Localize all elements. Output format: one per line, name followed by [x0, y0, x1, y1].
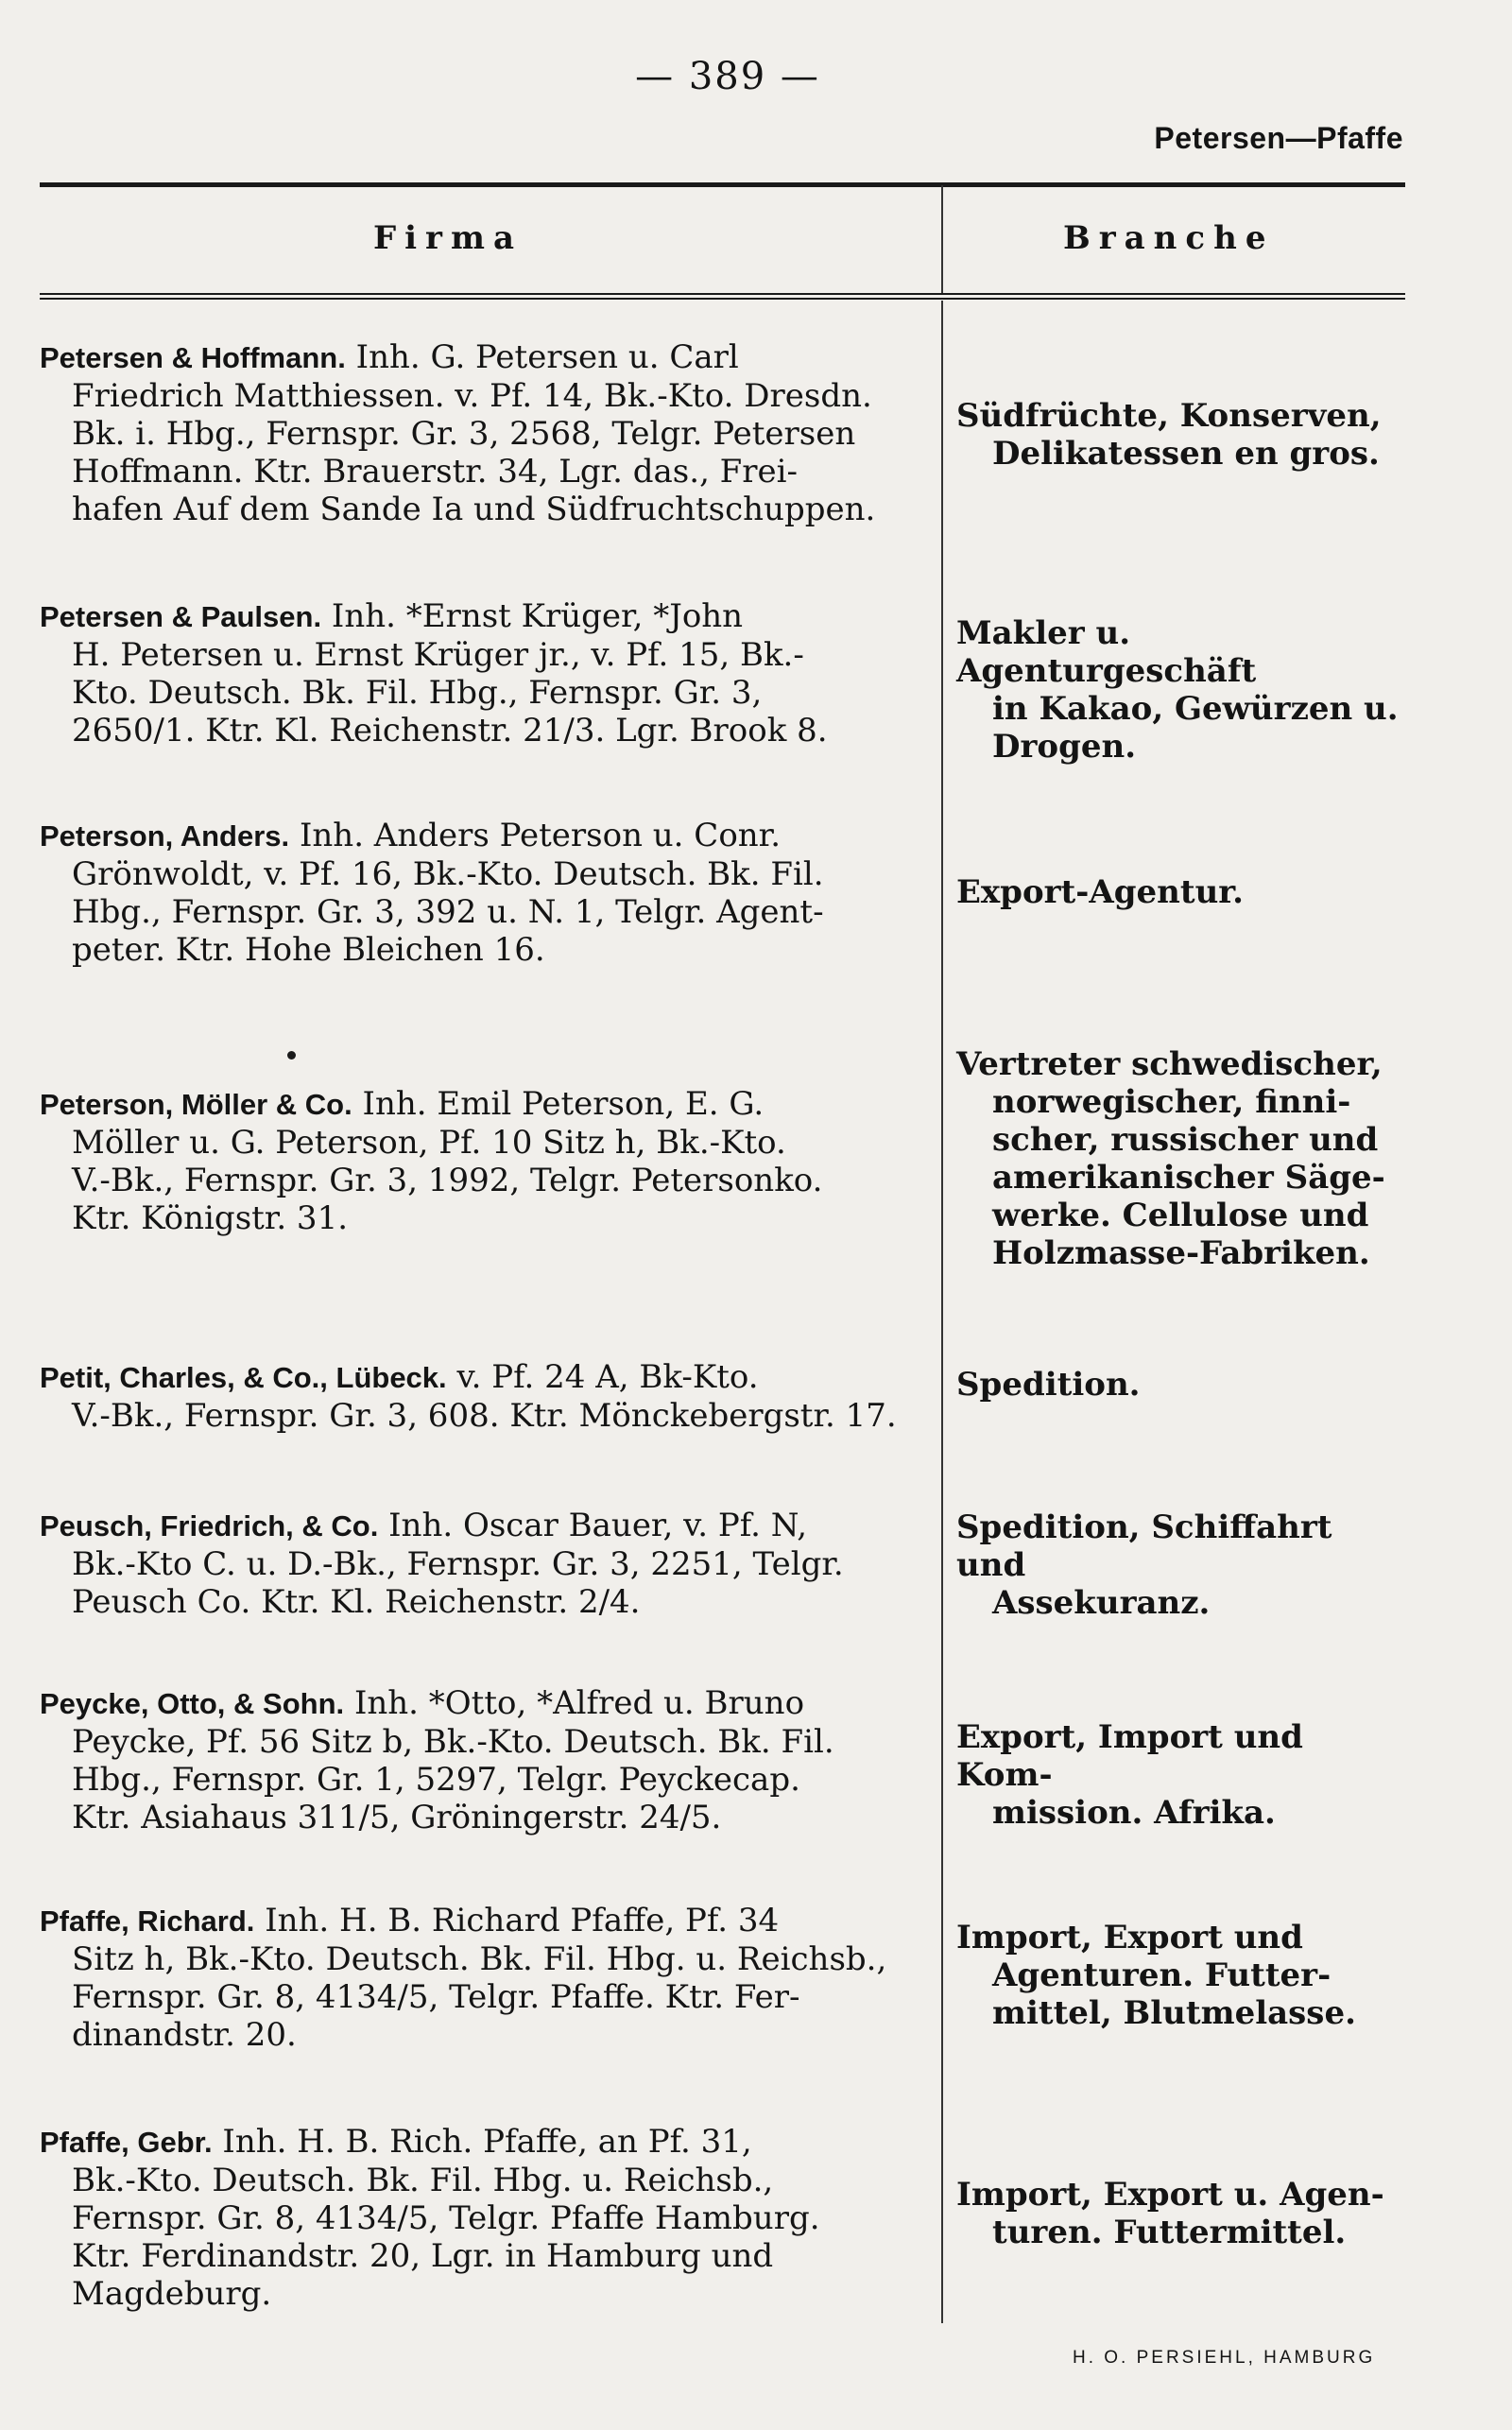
firma-text: [40, 2123, 937, 2313]
branche-line: Makler u. Agenturgeschäft: [956, 614, 1257, 690]
firma-line: v. Pf. 24 A, Bk-Kto.: [456, 1358, 759, 1396]
page-number: — 389 —: [635, 55, 820, 98]
firma-line: Inh. G. Petersen u. Carl: [355, 338, 739, 376]
firma-line: Fernspr. Gr. 8, 4134/5, Telgr. Pfaffe Hamburg.: [72, 2199, 820, 2237]
firma-line: Kto. Deutsch. Bk. Fil. Hbg., Fernspr. Gr. 3,: [72, 674, 763, 712]
firma-line: Inh. Emil Peterson, E. G.: [362, 1085, 765, 1123]
firma-line: Bk.-Kto. Deutsch. Bk. Fil. Hbg. u. Reichsb.,: [72, 2162, 774, 2199]
branche-line: Assekuranz.: [992, 1584, 1211, 1622]
print-speck: [287, 1051, 296, 1060]
firma-line: V.-Bk., Fernspr. Gr. 3, 608. Ktr. Mönckebergstr. 17.: [72, 1397, 897, 1435]
firma-line: Hbg., Fernspr. Gr. 1, 5297, Telgr. Peyckecap.: [72, 1761, 800, 1799]
branche-text: [956, 873, 1410, 911]
firma-line: hafen Auf dem Sande Ia und Südfruchtschuppen.: [72, 491, 876, 528]
branche-line: amerikanischer Säge-: [992, 1159, 1385, 1197]
firma-line: Inh. Anders Peterson u. Conr.: [299, 817, 782, 854]
branche-text: [956, 1718, 1410, 1832]
branche-line: Vertreter schwedischer,: [956, 1045, 1383, 1083]
running-head: Petersen—Pfaffe: [1154, 121, 1403, 155]
firma-line: Ktr. Asiahaus 311/5, Gröningerstr. 24/5.: [72, 1799, 722, 1836]
branche-text: [956, 614, 1410, 766]
branche-line: Spedition, Schiffahrt und: [956, 1508, 1332, 1584]
firma-line: Peusch Co. Ktr. Kl. Reichenstr. 2/4.: [72, 1583, 641, 1621]
firma-line: Hoffmann. Ktr. Brauerstr. 34, Lgr. das., Frei-: [72, 453, 799, 491]
firma-line: H. Petersen u. Ernst Krüger jr., v. Pf. 15, Bk.-: [72, 636, 804, 674]
branche-line: Export-Agentur.: [956, 873, 1244, 911]
branche-line: Südfrüchte, Konserven,: [956, 397, 1382, 435]
firma-line: peter. Ktr. Hohe Bleichen 16.: [72, 931, 545, 969]
branche-line: Import, Export u. Agen-: [956, 2176, 1384, 2214]
branche-line: mittel, Blutmelasse.: [992, 1994, 1356, 2032]
firma-line: Grönwoldt, v. Pf. 16, Bk.-Kto. Deutsch. Bk. Fil.: [72, 855, 824, 893]
branche-line: mission. Afrika.: [992, 1794, 1276, 1832]
firma-line: Ktr. Königstr. 31.: [72, 1199, 349, 1237]
firma-line: Hbg., Fernspr. Gr. 3, 392 u. N. 1, Telgr. Agent-: [72, 893, 824, 931]
company-name: Petersen & Hoffmann.: [40, 341, 346, 374]
firma-line: Inh. *Ernst Krüger, *John: [331, 597, 744, 635]
firma-line: Bk. i. Hbg., Fernspr. Gr. 3, 2568, Telgr. Petersen: [72, 415, 856, 453]
firma-line: Fernspr. Gr. 8, 4134/5, Telgr. Pfaffe. Ktr. Fer-: [72, 1978, 800, 2016]
company-name: Petersen & Paulsen.: [40, 600, 322, 633]
column-heading-branche: Branche: [1063, 219, 1275, 257]
firma-line: Friedrich Matthiessen. v. Pf. 14, Bk.-Kto. Dresdn.: [72, 377, 872, 415]
firma-line: Inh. Oscar Bauer, v. Pf. N,: [388, 1507, 808, 1544]
column-divider: [941, 301, 943, 2323]
company-name: Pfaffe, Gebr.: [40, 2126, 213, 2159]
branche-line: Delikatessen en gros.: [992, 435, 1380, 473]
column-heading-firma: Firma: [373, 219, 523, 257]
firma-text: [40, 338, 937, 528]
branche-line: in Kakao, Gewürzen u.: [992, 690, 1399, 728]
firma-line: Inh. H. B. Rich. Pfaffe, an Pf. 31,: [222, 2123, 752, 2161]
branche-text: [956, 1919, 1410, 2032]
branche-text: [956, 397, 1410, 473]
branche-line: werke. Cellulose und: [992, 1197, 1369, 1234]
branche-line: Holzmasse-Fabriken.: [992, 1234, 1370, 1272]
firma-text: [40, 1358, 937, 1435]
firma-line: Bk.-Kto C. u. D.-Bk., Fernspr. Gr. 3, 2251, Telgr.: [72, 1545, 844, 1583]
firma-line: Möller u. G. Peterson, Pf. 10 Sitz h, Bk.-Kto.: [72, 1124, 786, 1162]
branche-line: scher, russischer und: [992, 1121, 1379, 1159]
firma-text: [40, 1684, 937, 1836]
firma-line: Magdeburg.: [72, 2275, 272, 2313]
printer-imprint: H. O. PERSIEHL, HAMBURG: [1073, 2348, 1376, 2368]
firma-line: V.-Bk., Fernspr. Gr. 3, 1992, Telgr. Petersonko.: [72, 1162, 823, 1199]
company-name: Pfaffe, Richard.: [40, 1904, 255, 1938]
firma-text: [40, 1902, 937, 2054]
firma-text: [40, 1085, 937, 1237]
branche-text: [956, 1508, 1410, 1622]
firma-line: Ktr. Ferdinandstr. 20, Lgr. in Hamburg und: [72, 2237, 774, 2275]
firma-text: [40, 1507, 937, 1621]
firma-line: 2650/1. Ktr. Kl. Reichenstr. 21/3. Lgr. Brook 8.: [72, 712, 828, 750]
firma-text: [40, 597, 937, 750]
branche-line: Spedition.: [956, 1366, 1141, 1404]
firma-line: Sitz h, Bk.-Kto. Deutsch. Bk. Fil. Hbg. u. Reichsb.,: [72, 1940, 887, 1978]
branche-text: [956, 1366, 1410, 1404]
header-rule: [40, 182, 1405, 187]
branche-line: Drogen.: [992, 728, 1137, 766]
firma-line: dinandstr. 20.: [72, 2016, 297, 2054]
firma-line: Inh. *Otto, *Alfred u. Bruno: [353, 1684, 805, 1722]
company-name: Peycke, Otto, & Sohn.: [40, 1687, 345, 1720]
branche-line: turen. Futtermittel.: [992, 2214, 1347, 2251]
heading-double-rule: [40, 293, 1405, 300]
branche-line: Agenturen. Futter-: [992, 1956, 1332, 1994]
firma-text: [40, 817, 937, 969]
branche-line: Export, Import und Kom-: [956, 1718, 1303, 1794]
firma-line: Inh. H. B. Richard Pfaffe, Pf. 34: [265, 1902, 780, 1939]
company-name: Peusch, Friedrich, & Co.: [40, 1509, 379, 1542]
company-name: Petit, Charles, & Co., Lübeck.: [40, 1361, 447, 1394]
company-name: Peterson, Anders.: [40, 819, 290, 853]
branche-line: Import, Export und: [956, 1919, 1303, 1956]
branche-text: [956, 1045, 1410, 1272]
company-name: Peterson, Möller & Co.: [40, 1088, 352, 1121]
branche-text: [956, 2176, 1410, 2251]
branche-line: norwegischer, finni-: [992, 1083, 1351, 1121]
firma-line: Peycke, Pf. 56 Sitz b, Bk.-Kto. Deutsch. Bk. Fil.: [72, 1723, 834, 1761]
